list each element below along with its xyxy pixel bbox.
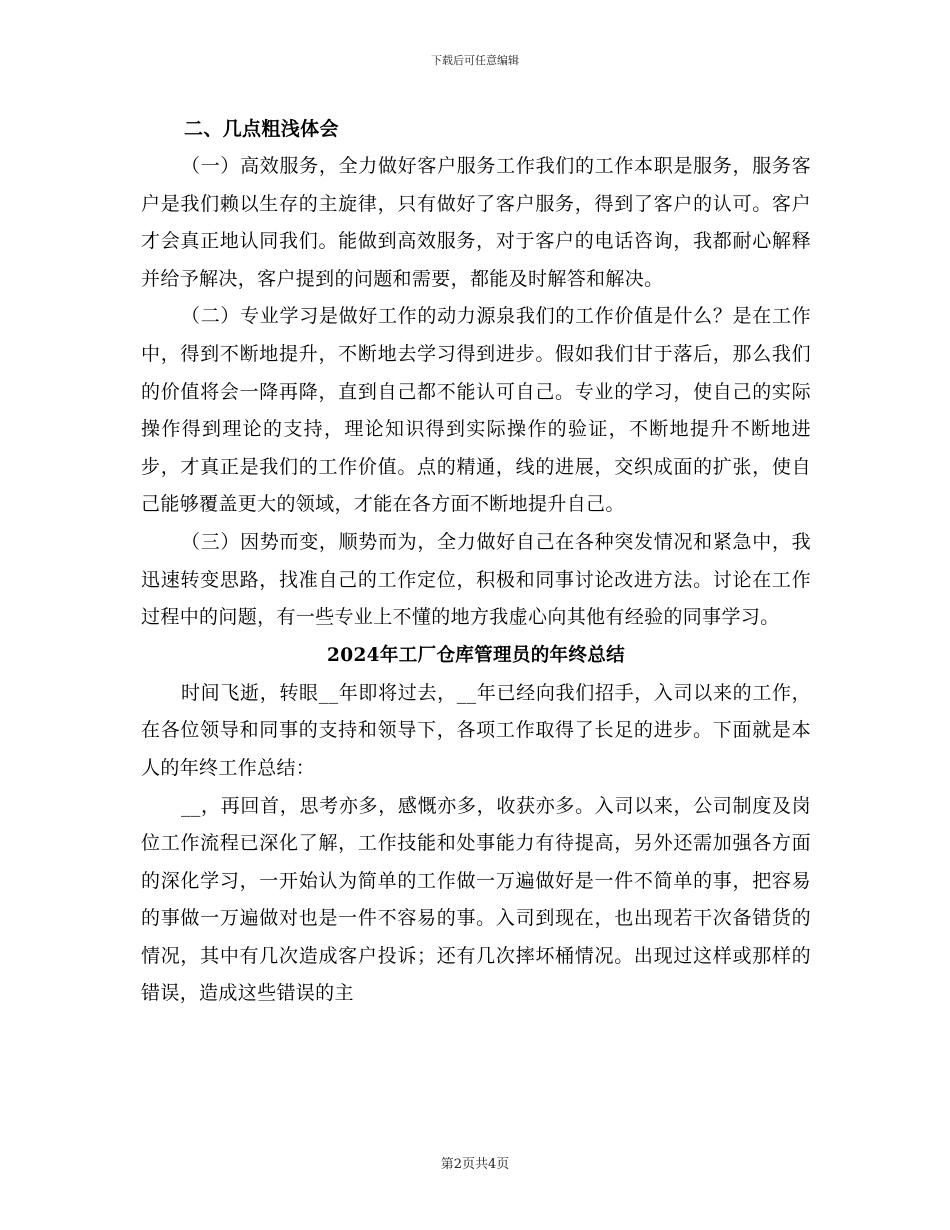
- section-heading: 二、几点粗浅体会: [184, 118, 339, 140]
- section-paragraph-1: （一）高效服务，全力做好客户服务工作我们的工作本职是服务，服务客户是我们赖以生存的主旋律，只有做好了客户服务，得到了客户的认可。客户才会真正地认同我们。能做到高效服务，对于客户的电话咨询，我都耐心解释并给予解决，客户提到的问题和需要，都能及时解答和解决。: [141, 155, 811, 290]
- page-number: 第2页共4页: [440, 1157, 510, 1172]
- article-paragraph-2: __，再回首，思考亦多，感慨亦多，收获亦多。入司以来，公司制度及岗位工作流程已深化了解，工作技能和处事能力有待提高，另外还需加强各方面的深化学习，一开始认为简单的工作做一万遍做好是一件不简单的事，把容易的事做一万遍做对也是一件不容易的事。入司到现在，也出现若干次备错货的情况，其中有几次造成客户投诉；还有几次摔坏桶情况。出现过这样或那样的错误，造成这些错误的主: [141, 794, 811, 1005]
- page-header-note: 下载后可任意编辑: [431, 54, 519, 67]
- article-paragraph-1: 时间飞逝，转眼__年即将过去，__年已经向我们招手，入司以来的工作，在各位领导和同事的支持和领导下，各项工作取得了长足的进步。下面就是本人的年终工作总结：: [141, 681, 811, 779]
- document-body: [141, 110, 811, 1013]
- section-paragraph-3: （三）因势而变，顺势而为，全力做好自己在各种突发情况和紧急中，我迅速转变思路，找准自己的工作定位，积极和同事讨论改进方法。讨论在工作过程中的问题，有一些专业上不懂的地方我虚心向其他有经验的同事学习。: [141, 530, 811, 629]
- article-title: 2024年工厂仓库管理员的年终总结: [327, 644, 625, 666]
- section-paragraph-2: （二）专业学习是做好工作的动力源泉我们的工作价值是什么？是在工作中，得到不断地提升，不断地去学习得到进步。假如我们甘于落后，那么我们的价值将会一降再降，直到自己都不能认可自己。专业的学习，使自己的实际操作得到理论的支持，理论知识得到实际操作的验证，不断地提升不断地进步，才真正是我们的工作价值。点的精通，线的进展，交织成面的扩张，使自己能够覆盖更大的领域，才能在各方面不断地提升自己。: [141, 305, 811, 516]
